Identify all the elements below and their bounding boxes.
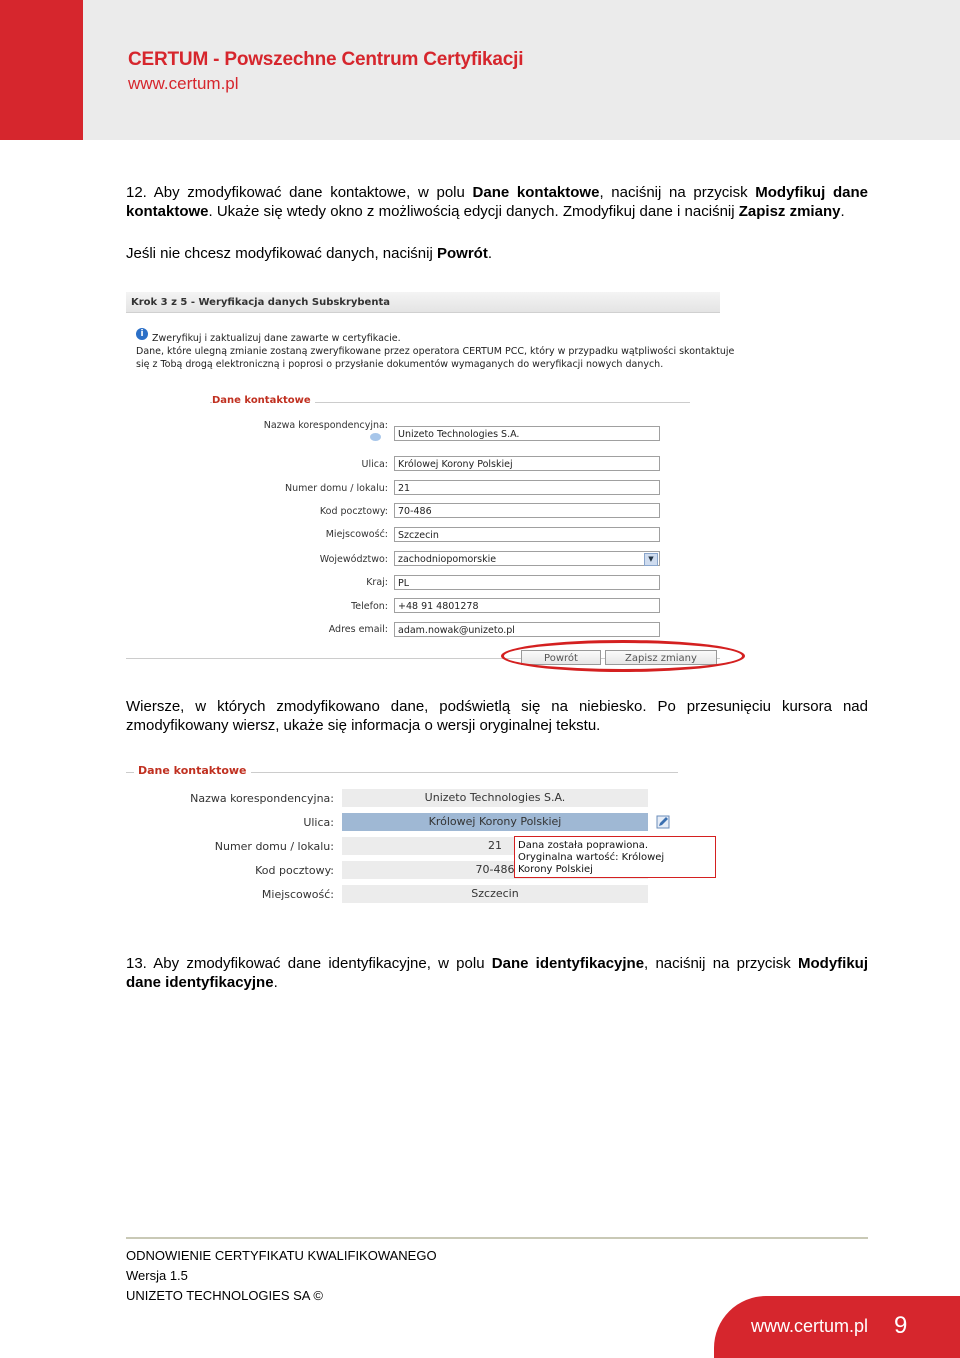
step13-paragraph [126, 954, 868, 992]
step13-bold-button: Modyfikuj dane identyfikacyjne [126, 955, 868, 991]
chevron-down-icon[interactable]: ▼ [644, 553, 658, 566]
comment-icon [370, 433, 381, 441]
row-value: Szczecin [342, 885, 648, 903]
field-label: Telefon: [351, 601, 388, 612]
row-value: 21 [342, 837, 648, 855]
step12-bold-save: Zapisz zmiany [738, 203, 841, 220]
footer-version: Wersja 1.5 [126, 1268, 188, 1283]
field-label: Ulica: [361, 459, 388, 470]
field-input-miejscowosc[interactable]: Szczecin [394, 527, 660, 542]
section-title: Dane kontaktowe [134, 764, 251, 777]
field-input-numer[interactable]: 21 [394, 480, 660, 495]
row-value: 70-486 [342, 861, 648, 879]
step12-bold-button: Modyfikuj dane kontaktowe [126, 184, 868, 220]
footer-rule [126, 1237, 868, 1239]
step12-text: , naciśnij na przycisk [599, 184, 756, 201]
field-input-email[interactable]: adam.nowak@unizeto.pl [394, 622, 660, 637]
field-label: Nazwa korespondencyjna: [263, 420, 388, 431]
field-input-nazwa[interactable]: Unizeto Technologies S.A. [394, 426, 660, 441]
step-bar [126, 292, 720, 313]
page-header [0, 0, 960, 140]
middle-paragraph: Wiersze, w których zmodyfikowano dane, podświetlą się na niebiesko. Po przesunięciu kursora nad zmodyfikowany wiersz, ukaże się informacja o wersji oryginalnej tekstu. [126, 698, 868, 734]
return-text: Jeśli nie chcesz modyfikować danych, naciśnij [126, 245, 437, 262]
field-label-icon [126, 431, 388, 442]
step-title: Krok 3 z 5 - Weryfikacja danych Subskrybenta [131, 297, 390, 308]
field-label: Miejscowość: [325, 529, 388, 540]
step13-text: . [273, 974, 278, 991]
highlight-oval [501, 640, 745, 672]
select-value: zachodniopomorskie [398, 554, 497, 565]
section-title: Dane kontaktowe [212, 395, 315, 406]
row-label: Nazwa korespondencyjna: [190, 792, 334, 805]
row-value-modified[interactable]: Królowej Korony Polskiej [342, 813, 648, 831]
brand-title: CERTUM - Powszechne Centrum Certyfikacji [128, 49, 524, 70]
field-label: Numer domu / lokalu: [285, 483, 388, 494]
field-select-wojewodztwo[interactable] [394, 551, 660, 566]
info-body: Dane, które ulegną zmianie zostaną zweryfikowane przez operatora CERTUM PCC, który w przypadku wątpliwości skontaktuje się z Tobą drogą elektroniczną i poprosi o przysłanie dokumentów wymaganych do weryfikacji nowych danych. [136, 346, 735, 370]
header-red-block [0, 0, 83, 140]
step13-bold-field: Dane identyfikacyjne [491, 955, 645, 972]
step12-text: 12. Aby zmodyfikować dane kontaktowe, w polu [126, 184, 473, 201]
row-label: Kod pocztowy: [255, 864, 334, 877]
step12-return-paragraph [126, 244, 868, 263]
brand-url: www.certum.pl [128, 74, 239, 93]
field-input-telefon[interactable]: +48 91 4801278 [394, 598, 660, 613]
edit-form-screenshot [126, 290, 746, 672]
row-value: Unizeto Technologies S.A. [342, 789, 648, 807]
field-input-kod[interactable]: 70-486 [394, 503, 660, 518]
field-input-kraj[interactable]: PL [394, 575, 660, 590]
back-button[interactable]: Powrót [521, 650, 601, 665]
info-icon: i [136, 328, 148, 340]
footer-doc-title: ODNOWIENIE CERTYFIKATU KWALIFIKOWANEGO [126, 1248, 437, 1263]
field-label: Kraj: [366, 577, 388, 588]
preview-screenshot [126, 760, 720, 902]
return-bold: Powrót [436, 245, 488, 262]
tooltip-line: Oryginalna wartość: Królowej [518, 852, 665, 863]
footer-company: UNIZETO TECHNOLOGIES SA © [126, 1288, 323, 1303]
tooltip-line: Korony Polskiej [518, 864, 593, 875]
field-label: Adres email: [328, 624, 388, 635]
return-text: . [487, 245, 492, 262]
page-number: 9 [894, 1312, 908, 1339]
edit-pencil-icon[interactable] [656, 815, 670, 829]
footer-url: www.certum.pl [751, 1316, 869, 1336]
row-label: Miejscowość: [261, 888, 334, 901]
info-heading: Zweryfikuj i zaktualizuj dane zawarte w certyfikacie. [152, 333, 401, 344]
save-changes-button[interactable]: Zapisz zmiany [605, 650, 717, 665]
step12-bold-field: Dane kontaktowe [472, 184, 600, 201]
step12-text: . [840, 203, 845, 220]
row-label: Numer domu / lokalu: [214, 840, 334, 853]
step13-text: 13. Aby zmodyfikować dane identyfikacyjne, w polu [126, 955, 492, 972]
step13-text: , naciśnij na przycisk [644, 955, 798, 972]
info-text [136, 332, 736, 371]
field-label: Województwo: [319, 554, 388, 565]
row-label: Ulica: [303, 816, 334, 829]
original-value-tooltip [514, 836, 716, 878]
step12-paragraph [126, 183, 868, 221]
field-label: Kod pocztowy: [319, 506, 388, 517]
field-input-ulica[interactable]: Królowej Korony Polskiej [394, 456, 660, 471]
tooltip-line: Dana została poprawiona. [518, 840, 649, 851]
step12-text: . Ukaże się wtedy okno z możliwością edycji danych. Zmodyfikuj dane i naciśnij [208, 203, 739, 220]
